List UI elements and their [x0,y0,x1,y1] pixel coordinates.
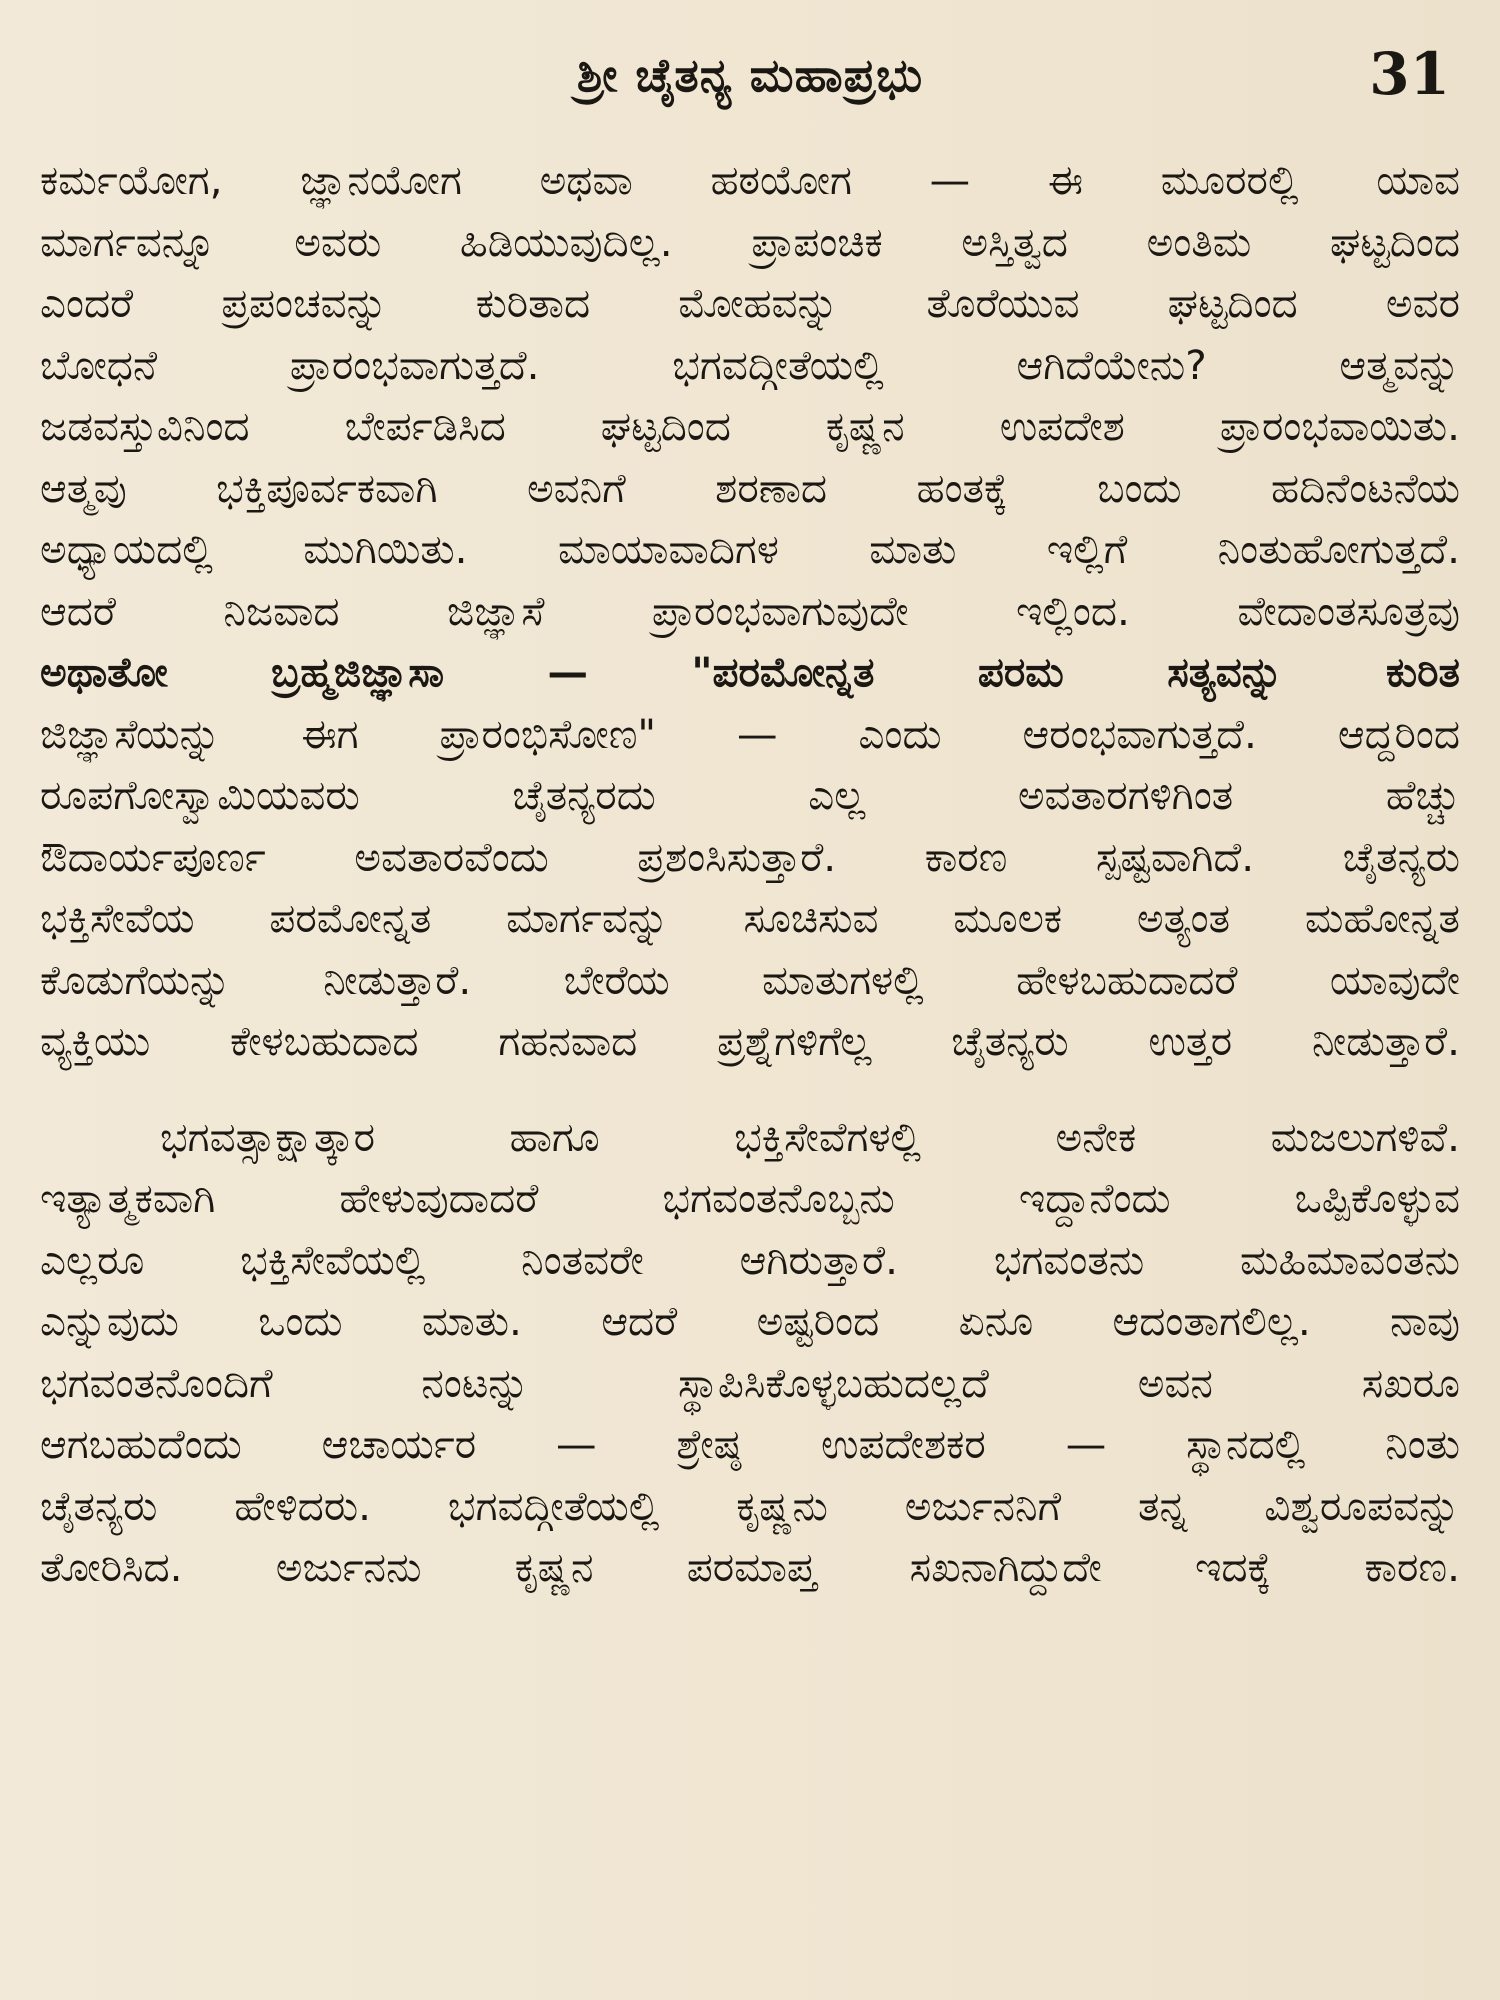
text-line: ಭಕ್ತಿಸೇವೆಯ ಪರಮೋನ್ನತ ಮಾರ್ಗವನ್ನು ಸೂಚಿಸುವ ಮೂಲಕ ಅತ್ಯಂತ ಮಹೋನ್ನತ [40,894,1460,942]
text-line: ಬೋಧನೆ ಪ್ರಾರಂಭವಾಗುತ್ತದೆ. ಭಗವದ್ಗೀತೆಯಲ್ಲಿ ಆಗಿದೆಯೇನು? ಆತ್ಮವನ್ನು [40,340,1460,389]
text-line: ಕರ್ಮಯೋಗ, ಜ್ಞಾನಯೋಗ ಅಥವಾ ಹಠಯೋಗ — ಈ ಮೂರರಲ್ಲಿ ಯಾವ [40,156,1460,204]
text-line: ಜಡವಸ್ತುವಿನಿಂದ ಬೇರ್ಪಡಿಸಿದ ಘಟ್ಟದಿಂದ ಕೃಷ್ಣನ ಉಪದೇಶ ಪ್ರಾರಂಭವಾಯಿತು. [40,402,1460,450]
text-line: ಎನ್ನುವುದು ಒಂದು ಮಾತು. ಆದರೆ ಅಷ್ಟರಿಂದ ಏನೂ ಆದಂತಾಗಲಿಲ್ಲ. ನಾವು [40,1297,1460,1345]
text-line: ಭಗವತ್ಸಾಕ್ಷಾತ್ಕಾರ ಹಾಗೂ ಭಕ್ತಿಸೇವೆಗಳಲ್ಲಿ ಅನೇಕ ಮಜಲುಗಳಿವೆ. [160,1112,1460,1161]
text-line: ಚೈತನ್ಯರು ಹೇಳಿದರು. ಭಗವದ್ಗೀತೆಯಲ್ಲಿ ಕೃಷ್ಣನು ಅರ್ಜುನನಿಗೆ ತನ್ನ ವಿಶ್ವರೂಪವನ್ನು [40,1481,1460,1530]
text-line: ವ್ಯಕ್ತಿಯು ಕೇಳಬಹುದಾದ ಗಹನವಾದ ಪ್ರಶ್ನೆಗಳಿಗೆಲ್ಲ ಚೈತನ್ಯರು ಉತ್ತರ ನೀಡುತ್ತಾರೆ. [40,1017,1460,1065]
text-line: ತೋರಿಸಿದ. ಅರ್ಜುನನು ಕೃಷ್ಣನ ಪರಮಾಪ್ತ ಸಖನಾಗಿದ್ದುದೇ ಇದಕ್ಕೆ ಕಾರಣ. [40,1543,1460,1591]
page-header [0,30,1500,140]
text-line: ಕೊಡುಗೆಯನ್ನು ನೀಡುತ್ತಾರೆ. ಬೇರೆಯ ಮಾತುಗಳಲ್ಲಿ ಹೇಳಬಹುದಾದರೆ ಯಾವುದೇ [40,955,1460,1004]
text-line: ರೂಪಗೋಸ್ವಾಮಿಯವರು ಚೈತನ್ಯರದು ಎಲ್ಲ ಅವತಾರಗಳಿಗಿಂತ ಹೆಚ್ಚು [40,771,1460,819]
text-line: ಆದರೆ ನಿಜವಾದ ಜಿಜ್ಞಾಸೆ ಪ್ರಾರಂಭವಾಗುವುದೇ ಇಲ್ಲಿಂದ. ವೇದಾಂತಸೂತ್ರವು [40,586,1460,635]
page-number: 31 [1369,40,1450,108]
text-line: ಮಾರ್ಗವನ್ನೂ ಅವರು ಹಿಡಿಯುವುದಿಲ್ಲ. ಪ್ರಾಪಂಚಿಕ ಅಸ್ತಿತ್ವದ ಅಂತಿಮ ಘಟ್ಟದಿಂದ [40,217,1460,266]
paragraph-2 [40,1107,1460,1599]
paragraph-gap [40,1073,1460,1107]
text-line: ಅಧ್ಯಾಯದಲ್ಲಿ ಮುಗಿಯಿತು. ಮಾಯಾವಾದಿಗಳ ಮಾತು ಇಲ್ಲಿಗೆ ನಿಂತುಹೋಗುತ್ತದೆ. [40,525,1460,573]
body-text [40,150,1460,1599]
text-line: ಆಗಬಹುದೆಂದು ಆಚಾರ್ಯರ — ಶ್ರೇಷ್ಠ ಉಪದೇಶಕರ — ಸ್ಥಾನದಲ್ಲಿ ನಿಂತು [40,1420,1460,1468]
text-line: ಎಲ್ಲರೂ ಭಕ್ತಿಸೇವೆಯಲ್ಲಿ ನಿಂತವರೇ ಆಗಿರುತ್ತಾರೆ. ಭಗವಂತನು ಮಹಿಮಾವಂತನು [40,1235,1460,1284]
paragraph-1 [40,150,1460,1073]
text-line: ಭಗವಂತನೊಂದಿಗೆ ನಂಟನ್ನು ಸ್ಥಾಪಿಸಿಕೊಳ್ಳಬಹುದಲ್ಲದೆ ಅವನ ಸಖರೂ [40,1358,1460,1407]
text-line: ಜಿಜ್ಞಾಸೆಯನ್ನು ಈಗ ಪ್ರಾರಂಭಿಸೋಣ" — ಎಂದು ಆರಂಭವಾಗುತ್ತದೆ. ಆದ್ದರಿಂದ [40,709,1460,758]
running-title: ಶ್ರೀ ಚೈತನ್ಯ ಮಹಾಪ್ರಭು [576,48,924,102]
text-line: ಔದಾರ್ಯಪೂರ್ಣ ಅವತಾರವೆಂದು ಪ್ರಶಂಸಿಸುತ್ತಾರೆ. ಕಾರಣ ಸ್ಪಷ್ಟವಾಗಿದೆ. ಚೈತನ್ಯರು [40,832,1460,881]
text-line: ಎಂದರೆ ಪ್ರಪಂಚವನ್ನು ಕುರಿತಾದ ಮೋಹವನ್ನು ತೊರೆಯುವ ಘಟ್ಟದಿಂದ ಅವರ [40,279,1460,327]
text-line: ಇತ್ಯಾತ್ಮಕವಾಗಿ ಹೇಳುವುದಾದರೆ ಭಗವಂತನೊಬ್ಬನು ಇದ್ದಾನೆಂದು ಒಪ್ಪಿಕೊಳ್ಳುವ [40,1174,1460,1222]
text-line: ಆತ್ಮವು ಭಕ್ತಿಪೂರ್ವಕವಾಗಿ ಅವನಿಗೆ ಶರಣಾದ ಹಂತಕ್ಕೆ ಬಂದು ಹದಿನೆಂಟನೆಯ [40,463,1460,512]
text-line-sutra: ಅಥಾತೋ ಬ್ರಹ್ಮಜಿಜ್ಞಾಸಾ — "ಪರಮೋನ್ನತ ಪರಮ ಸತ್ಯವನ್ನು ಕುರಿತ [40,648,1460,696]
